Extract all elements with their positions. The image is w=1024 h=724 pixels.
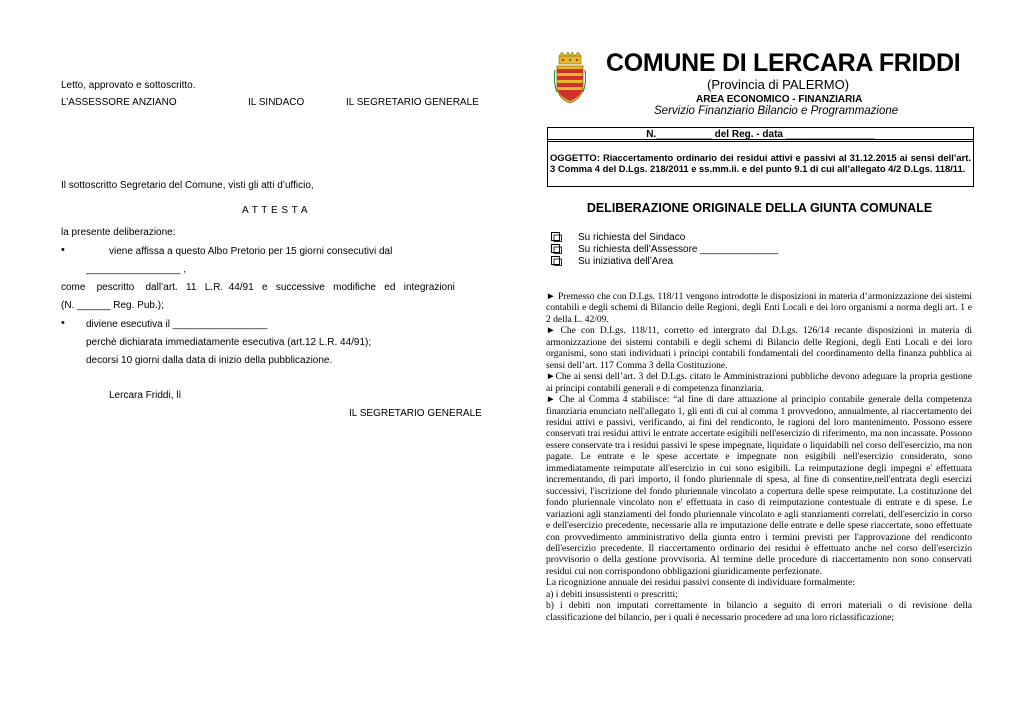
bullet-icon: •	[61, 244, 65, 256]
paragraph: La ricognizione annuale dei residui passivi consente di individuare formalmente:	[546, 577, 855, 589]
attesta-heading: A T T E S T A	[242, 205, 308, 216]
request-assessore: Su richiesta dell’Assessore ______________	[578, 244, 779, 255]
registry-line: N.__________ del Reg. - data ________________	[646, 129, 875, 140]
paragraph: ►Che ai sensi dell’art. 3 del D.Lgs. citato le Amministrazioni pubbliche devono adeguare la propria gestione ai principi contabili generali e di competenza finanziaria.	[546, 371, 972, 394]
undersigned-statement: Il sottoscritto Segretario del Comune, visti gli atti d’ufficio,	[61, 180, 314, 191]
paragraph: ► Che al Comma 4 stabilisce: “al fine di dare attuazione al principio contabile generale della competenza finanziaria enunciato nell'allegato 1, gli enti di cui al comma 1 provvedono, annualmente, al riaccertamento dei residui attivi e passivi, verificando, ai fini del rendiconto, le ragioni del loro mantenimento. Possono essere conservati trai residui attivi le entrate accertate esigibili nell'esercizio di riferimento, ma non incassate. Possono essere conservate tra i residui passivi le spese impegnate, liquidate o liquidabili nel corso dell'esercizio, ma non pagate. Le entrate e le spese accertate e impegnate non esigibili nell'esercizio considerato, sono immediatamente reimputate all'esercizio in cui sono esigibili. La reimputazione degli impegni e' effettuata incrementando, di pari importo, il fondo pluriennale di spesa, al fine di consentire,nell'entrata degli esercizi successivi, l'iscrizione del fondo pluriennale vincolato a copertura delle spese reimputate. La costituzione del fondo pluriennale vincolato non e' effettuata in caso di reimputazione contestuale di entrate e di spese. Le variazioni agli stanziamenti del fondo pluriennale vincolato e agli stanziamenti correlati, dell'esercizio in corso e dell'esercizio precedente, necessarie alla re imputazione delle entrate e delle spese riaccertate, sono effettuate con provvedimento amministrativo della giunta entro i termini previsti per l'approvazione del rendiconto dell'esercizio precedente. Il riaccertamento ordinario dei residui è effettuato anche nel corso dell'esercizio provvisorio o della gestione provvisoria. Al termine delle procedure di riaccertamento non sono conservati residui cui non corrispondono obbligazioni giuridicamente perfezionate.	[546, 394, 972, 577]
place-date: Lercara Friddi, lì	[109, 390, 182, 401]
request-sindaco: Su richiesta del Sindaco	[578, 232, 686, 243]
final-signature: IL SEGRETARIO GENERALE	[349, 408, 482, 419]
item-affissa-legal: come pescritto dall’art. 11 L.R. 44/91 e successive modifiche ed integrazioni	[61, 282, 455, 293]
paragraph: a) i debiti insussistenti o prescritti;	[546, 588, 678, 600]
province: (Provincia di PALERMO)	[707, 77, 850, 92]
approval-note: Letto, approvato e sottoscritto.	[61, 80, 196, 91]
item-affissa: viene affissa a questo Albo Pretorio per 15 giorni consecutivi dal	[109, 246, 393, 257]
area-label: AREA ECONOMICO - FINANZIARIA	[696, 94, 863, 105]
present-deliberation: la presente deliberazione:	[61, 227, 176, 238]
signature-assessore: L’ASSESSORE ANZIANO	[61, 97, 177, 108]
deliberation-body	[546, 291, 972, 623]
paragraph: ► Che con D.Lgs. 118/11, corretto ed intergrato dal D.Lgs. 126/14 recante disposizioni in materia di armonizzazione dei sistemi contabili e degli schemi di Bilancio delle Regioni, degli Enti Locali e dei loro organismi, sono stati individuati i principi contabili fondamentali del coordinamento della finanza pubblica ai sensi dell’art. 117 Comma 3 della Costituzione.	[546, 325, 972, 371]
paragraph: b) i debiti non imputati correttamente in bilancio a seguito di errori materiali o di revisione della classificazione del bilancio, per i quali è necessario procedere ad una loro riclassificazione;	[546, 600, 972, 623]
subject-content: Riaccertamento ordinario dei residui attivi e passivi al 31.12.2015 ai sensi dell’art. 3 Comma 4 del D.Lgs. 218/2011 e ss.mm.ii. e del punto 9.1 di cui all’allegato 4/2 D.Lgs. 118/11.	[550, 152, 972, 174]
checkbox-icon[interactable]	[551, 244, 562, 254]
subject-label: OGGETTO:	[550, 152, 600, 163]
item-affissa-reg: (N. ______ Reg. Pub.);	[61, 300, 164, 311]
signature-sindaco: IL SINDACO	[248, 97, 305, 108]
paragraph: ► Premesso che con D.Lgs. 118/11 vengono introdotte le disposizioni in materia d’armonizzazione dei sistemi contabili e degli schemi di Bilancio delle Regioni, degli Enti Locali e dei loro organismi a norma degli art. 1 e 2 della L. 42/09.	[546, 291, 972, 325]
comune-title: COMUNE DI LERCARA FRIDDI	[606, 49, 961, 77]
coat-of-arms-icon	[554, 52, 586, 104]
item-esecutiva-immediata: perchè dichiarata immediatamente esecutiva (art.12 L.R. 44/91);	[86, 337, 372, 348]
request-area: Su iniziativa dell’Area	[578, 256, 674, 267]
item-esecutiva-decorsi: decorsi 10 giorni dalla data di inizio della pubblicazione.	[86, 355, 333, 366]
signature-segretario: IL SEGRETARIO GENERALE	[346, 97, 479, 108]
item-affissa-date: _________________ ,	[86, 264, 187, 275]
item-esecutiva: diviene esecutiva il _________________	[86, 319, 268, 330]
deliberation-title: DELIBERAZIONE ORIGINALE DELLA GIUNTA COMUNALE	[586, 201, 933, 215]
checkbox-icon[interactable]	[551, 256, 562, 266]
subject-box	[547, 139, 974, 187]
subject-text	[550, 152, 971, 174]
service-label: Servizio Finanziario Bilancio e Programmazione	[654, 105, 899, 117]
checkbox-icon[interactable]	[551, 232, 562, 242]
bullet-icon: •	[61, 317, 65, 329]
